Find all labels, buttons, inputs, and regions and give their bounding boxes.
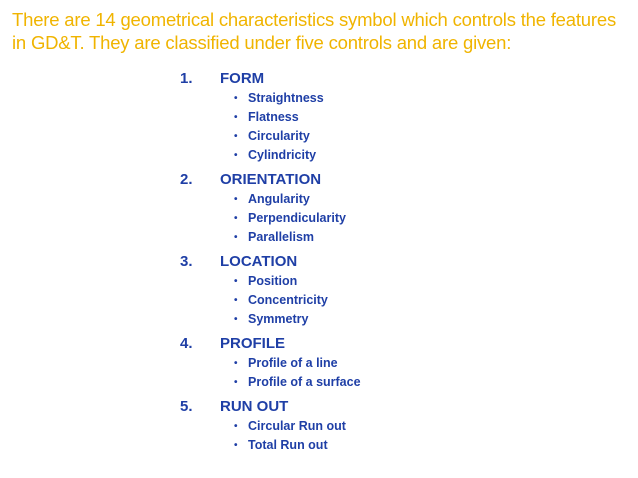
characteristics-list [180,272,620,329]
item-label: Concentricity [248,293,328,307]
control-title: FORM [220,70,265,87]
control-title: PROFILE [220,335,286,352]
control-orientation [180,169,620,247]
list-item [234,291,620,310]
list-item [234,209,620,228]
item-label: Flatness [248,110,299,124]
controls-list [180,68,620,459]
item-label: Symmetry [248,312,309,326]
item-label: Profile of a line [248,356,338,370]
characteristics-list [180,190,620,247]
control-heading [180,251,620,272]
control-title: LOCATION [220,253,298,270]
bullet-icon: • [234,131,238,142]
item-label: Position [248,274,298,288]
control-number: 3. [180,253,193,270]
bullet-icon: • [234,421,238,432]
item-label: Angularity [248,192,310,206]
bullet-icon: • [234,213,238,224]
item-label: Straightness [248,91,324,105]
list-item [234,108,620,127]
bullet-icon: • [234,440,238,451]
control-title: RUN OUT [220,398,289,415]
bullet-icon: • [234,358,238,369]
bullet-icon: • [234,194,238,205]
bullet-icon: • [234,150,238,161]
control-form [180,68,620,165]
item-label: Parallelism [248,230,315,244]
characteristics-list [180,89,620,165]
bullet-icon: • [234,232,238,243]
item-label: Circular Run out [248,419,346,433]
list-item [234,436,620,455]
intro-paragraph: There are 14 geometrical characteristics symbol which controls the features in GD&T. They are classified under five controls and are given: [12,9,616,53]
bullet-icon: • [234,93,238,104]
characteristics-list [180,354,620,392]
list-item [234,354,620,373]
characteristics-list [180,417,620,455]
control-run-out [180,396,620,455]
control-number: 5. [180,398,193,415]
control-heading [180,169,620,190]
list-item [234,190,620,209]
list-item [234,127,620,146]
list-item [234,272,620,291]
control-number: 1. [180,70,193,87]
item-label: Total Run out [248,438,328,452]
control-heading [180,396,620,417]
control-location [180,251,620,329]
control-profile [180,333,620,392]
list-item [234,310,620,329]
list-item [234,146,620,165]
control-heading [180,333,620,354]
control-heading [180,68,620,89]
bullet-icon: • [234,112,238,123]
bullet-icon: • [234,276,238,287]
bullet-icon: • [234,377,238,388]
item-label: Cylindricity [248,148,317,162]
control-number: 4. [180,335,193,352]
item-label: Circularity [248,129,310,143]
list-item [234,228,620,247]
list-item [234,417,620,436]
item-label: Perpendicularity [248,211,346,225]
list-item [234,89,620,108]
item-label: Profile of a surface [248,375,361,389]
control-title: ORIENTATION [220,171,322,188]
bullet-icon: • [234,295,238,306]
bullet-icon: • [234,314,238,325]
list-item [234,373,620,392]
control-number: 2. [180,171,193,188]
